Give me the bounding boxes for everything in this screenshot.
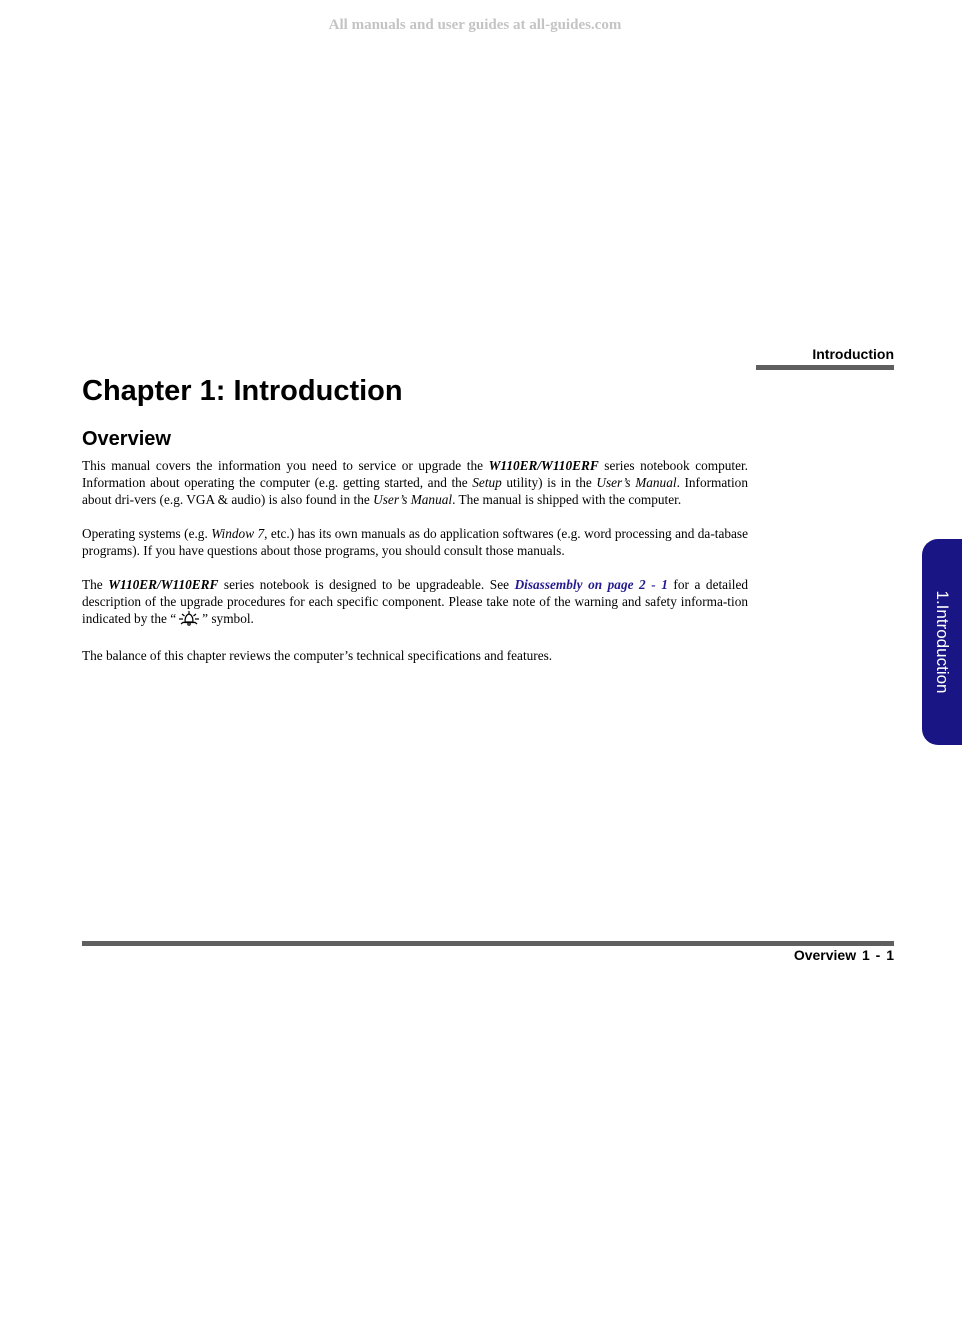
body-text bbox=[82, 457, 748, 681]
disassembly-link[interactable]: Disassembly on page 2 - 1 bbox=[514, 577, 668, 592]
watermark: All manuals and user guides at all-guides.com bbox=[328, 17, 622, 33]
footer-rule bbox=[82, 941, 894, 946]
paragraph-2: Operating systems (e.g. Window 7, etc.) has its own manuals as do application softwares (e.g. word processing and da-tabase programs). If you have questions about those programs, you should consult those manuals. bbox=[82, 526, 748, 558]
paragraph-4: The balance of this chapter reviews the computer’s technical specifications and features. bbox=[82, 648, 553, 663]
header-rule bbox=[756, 365, 894, 370]
model-name: W110ER/W110ERF bbox=[108, 577, 219, 592]
model-name: W110ER/W110ERF bbox=[488, 458, 599, 473]
section-title: Overview bbox=[82, 428, 171, 450]
chapter-side-tab[interactable] bbox=[922, 539, 962, 745]
side-tab-label: 1.Introduction bbox=[933, 590, 952, 694]
chapter-title: Chapter 1: Introduction bbox=[82, 375, 403, 407]
running-head: Introduction bbox=[812, 346, 894, 362]
paragraph-3: The W110ER/W110ERF series notebook is designed to be upgradeable. See Disassembly on page 2 - 1 for a detailed description of the upgrade procedures for each specific component. Please take note of the warning and safety informa-tion indicated by the “ ” symbol. bbox=[82, 576, 748, 630]
warning-bell-icon bbox=[176, 610, 202, 630]
page-footer: Overview 1 - 1 bbox=[793, 947, 894, 963]
paragraph-1: This manual covers the information you need to service or upgrade the W110ER/W110ERF series notebook computer. Information about operating the computer (e.g. getting started, and the Setup utility) is in the User’s Manual. Information about dri-vers (e.g. VGA & audio) is also found in the User’s Manual. The manual is shipped with the computer. bbox=[82, 458, 748, 507]
